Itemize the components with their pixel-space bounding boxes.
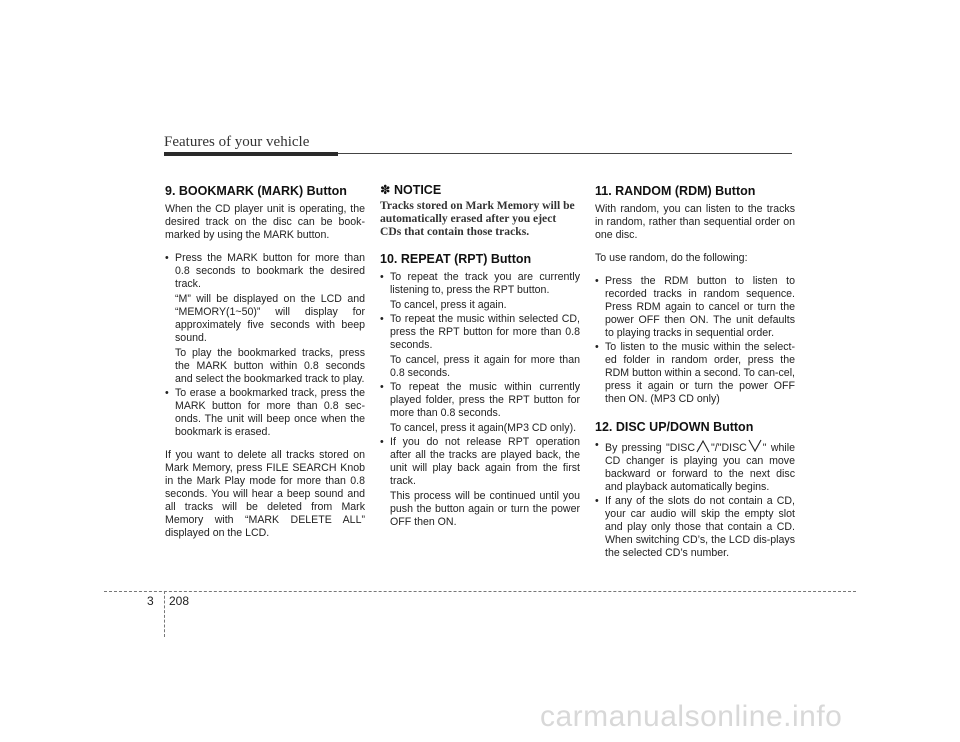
repeat-bullet-4 <box>380 436 580 529</box>
repeat-bullet-1-text: To repeat the track you are currently listening to, press the RPT button. <box>390 271 580 296</box>
bookmark-heading: 9. BOOKMARK (MARK) Button <box>165 184 347 198</box>
header-rule-thick <box>164 152 338 156</box>
disc-up-label: "DISC <box>665 442 696 454</box>
bookmark-intro: When the CD player unit is operating, the desired track on the disc can be book-marked by using the MARK button. <box>165 203 365 241</box>
bookmark-outro: If you want to delete all tracks stored on Mark Memory, press FILE SEARCH Knob in the Mark Play mode for more than 0.8 seconds. You will hear a beep sound and all tracks will be deleted from Mark Memory with “MARK DELETE ALL” displayed on the LCD. <box>165 449 365 539</box>
notice-title: ✽ NOTICE <box>380 183 442 197</box>
header-rule-thin <box>338 153 792 154</box>
up-caret-icon <box>695 439 711 453</box>
disc-bullet-1-post: while CD changer is playing you can move backward or forward to the next disc and playback automatically begins. <box>605 442 795 493</box>
disc-heading: 12. DISC UP/DOWN Button <box>595 420 754 434</box>
repeat-bullet-4-para: This process will be continued until you push the button again or turn the power OFF then ON. <box>390 490 580 528</box>
bookmark-bullet-2 <box>165 387 365 439</box>
disc-bullet-2 <box>595 495 795 560</box>
random-list <box>595 275 795 406</box>
repeat-bullet-3-para: To cancel, press it again(MP3 CD only). <box>390 422 577 434</box>
repeat-bullet-2 <box>380 313 580 380</box>
random-bullet-2-text: To listen to the music within the select-ed folder in random order, press the RDM button within a second. To can-cel, press it again or turn the power OFF then ON. (MP3 CD only) <box>605 341 795 405</box>
disc-list <box>595 439 795 560</box>
page-number: 208 <box>169 594 190 608</box>
header-title: Features of your vehicle <box>164 134 310 150</box>
disc-bullet-1 <box>595 439 795 494</box>
footer-divider-vertical <box>164 591 165 637</box>
repeat-bullet-3 <box>380 381 580 435</box>
column-bookmark <box>165 184 365 550</box>
random-heading: 11. RANDOM (RDM) Button <box>595 184 756 198</box>
footer-divider-horizontal <box>104 591 856 592</box>
column-random-disc <box>595 184 795 570</box>
random-bullet-1 <box>595 275 795 340</box>
repeat-bullet-2-text: To repeat the music within selected CD, press the RPT button for more than 0.8 seconds. <box>390 313 580 351</box>
disc-close-quote: " <box>762 442 767 454</box>
repeat-heading: 10. REPEAT (RPT) Button <box>380 252 532 266</box>
random-howto: To use random, do the following: <box>595 252 748 264</box>
repeat-bullet-1-para: To cancel, press it again. <box>390 299 507 311</box>
random-bullet-1-text: Press the RDM button to listen to recorded tracks in random sequence. Press RDM again to cancel or turn the power OFF then ON. The unit defaults to playing tracks in sequential order. <box>605 275 795 339</box>
repeat-bullet-2-para: To cancel, press it again for more than 0.8 seconds. <box>390 354 580 379</box>
repeat-list <box>380 271 580 529</box>
repeat-bullet-3-text: To repeat the music within currently played folder, press the RPT button for more than 0.8 seconds. <box>390 381 580 419</box>
repeat-bullet-4-text: If you do not release RPT operation after all the tracks are played back, the unit will play back again from the first track. <box>390 436 580 487</box>
bookmark-bullet-1 <box>165 252 365 386</box>
bookmark-bullet-2-text: To erase a bookmarked track, press the MARK button for more than 0.8 sec-onds. The unit will beep once when the bookmark is erased. <box>175 387 365 438</box>
chapter-number: 3 <box>147 594 154 608</box>
bookmark-bullet-1-para-2: To play the bookmarked tracks, press the MARK button within 0.8 seconds and select the bookmarked track to play. <box>175 347 365 385</box>
random-bullet-2 <box>595 341 795 406</box>
column-repeat <box>380 184 580 539</box>
disc-bullet-2-text: If any of the slots do not contain a CD, your car audio will skip the empty slot and play only those that contain a CD. When switching CD’s, the LCD dis-plays the selected CD’s number. <box>605 495 795 559</box>
watermark: carmanualsonline.info <box>540 700 843 733</box>
bookmark-list <box>165 252 365 439</box>
repeat-bullet-1 <box>380 271 580 312</box>
random-intro: With random, you can listen to the tracks in random, rather than sequential order on one disc. <box>595 203 795 241</box>
down-caret-icon <box>747 439 763 453</box>
bookmark-bullet-1-para-1: “M” will be displayed on the LCD and “MEMORY(1~50)” will display for approximately five seconds with beep sound. <box>175 293 365 344</box>
bookmark-bullet-1-text: Press the MARK button for more than 0.8 seconds to bookmark the desired track. <box>175 252 365 290</box>
notice-body: Tracks stored on Mark Memory will be automatically erased after you eject CDs that contain those tracks. <box>380 199 575 238</box>
disc-separator-label: "/"DISC <box>711 442 747 454</box>
disc-bullet-1-pre: By pressing <box>605 442 662 454</box>
